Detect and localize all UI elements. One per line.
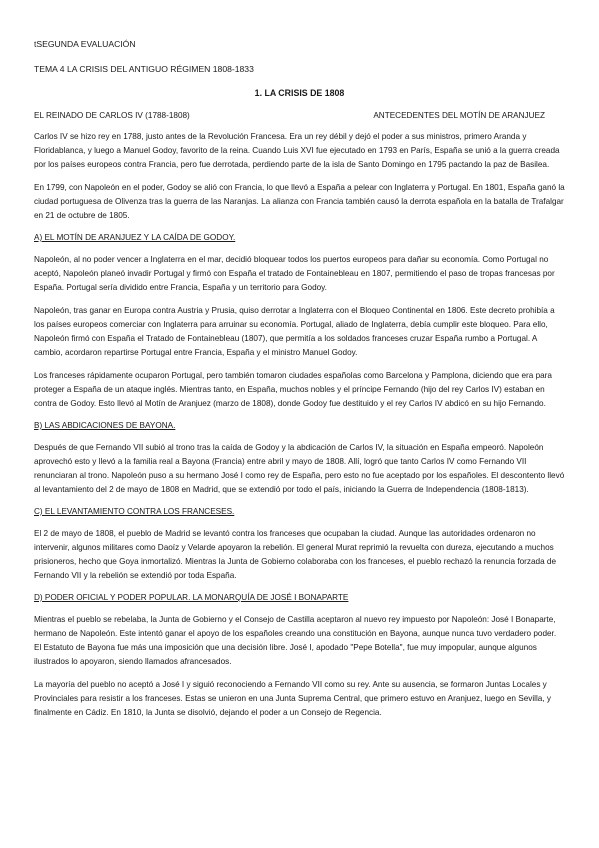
paragraph-4: Napoleón, tras ganar en Europa contra Austria y Prusia, quiso derrotar a Inglaterra con el Bloqueo Continental en 1806. Este decreto prohibía a los países europeos comerciar con Inglaterra para arruinar su economía. Portugal, aliado de Inglaterra, debía cumplir este bloqueo. Para ello, Napoleón firmó con España el Tratado de Fontainebleau (1807), que permitía a los soldados franceses cruzar España rumbo a Portugal. A cambio, acordaron repartirse Portugal entre Francia, España y el ministro Manuel Godoy.	[34, 306, 555, 357]
subheads-row	[34, 110, 565, 121]
evaluation-header: tSEGUNDA EVALUACIÓN	[34, 39, 136, 49]
paragraph-2: En 1799, con Napoleón en el poder, Godoy se alió con Francia, lo que llevó a España a pelear con Inglaterra y Portugal. En 1801, España ganó la ciudad portuguesa de Olivenza tras la guerra de las Naranjas. La alianza con Francia también causó la derrota española en la batalla de Trafalgar en 21 de octubre de 1805.	[34, 183, 565, 220]
paragraph-1: Carlos IV se hizo rey en 1788, justo antes de la Revolución Francesa. Era un rey débil y dejó el poder a sus ministros, primero Aranda y Floridablanca, y luego a Manuel Godoy, favorito de la reina. Cuando Luis XVI fue ejecutado en 1793 en París, España se unió a la guerra creada por los países europeos contra Francia, pero fue derrotada, perdiendo parte de la isla de Santo Domingo en 1795 pactando la paz de Basilea.	[34, 132, 560, 169]
section-d-heading: D) PODER OFICIAL Y PODER POPULAR. LA MONARQUÍA DE JOSÉ I BONAPARTE	[34, 593, 349, 602]
section-c-heading: C) EL LEVANTAMIENTO CONTRA LOS FRANCESES.	[34, 507, 235, 516]
topic-header: TEMA 4 LA CRISIS DEL ANTIGUO RÉGIMEN 1808-1833	[34, 64, 254, 74]
subhead-right: ANTECEDENTES DEL MOTÍN DE ARANJUEZ	[373, 111, 545, 120]
paragraph-5: Los franceses rápidamente ocuparon Portugal, pero también tomaron ciudades españolas como Barcelona y Pamplona, diciendo que era para proteger a España de un ataque inglés. Mientras tanto, en España, muchos nobles y el príncipe Fernando (hijo del rey Carlos IV) estaban en contra de Godoy. Esto llevó al Motín de Aranjuez (marzo de 1808), donde Godoy fue destituido y el rey Carlos IV abdicó en su hijo Fernando.	[34, 371, 552, 408]
document-title: 1. LA CRISIS DE 1808	[254, 88, 345, 98]
paragraph-6: Después de que Fernando VII subió al trono tras la caída de Godoy y la abdicación de Carlos IV, la situación en España empeoró. Napoleón aprovechó esto y llevó a la familia real a Bayona (Francia) entre abril y mayo de 1808. Allí, logró que tanto Carlos IV como Fernando VII renunciaran al trono. Napoleón puso a su hermano José I como rey de España, pero esto no fue aceptado por los españoles. El descontento llevó al levantamiento del 2 de mayo de 1808 en Madrid, que se extendió por todo el país, iniciando la Guerra de Independencia (1808-1813).	[34, 443, 565, 494]
section-b-heading: B) LAS ABDICACIONES DE BAYONA.	[34, 421, 176, 430]
section-a-heading: A) EL MOTÍN DE ARANJUEZ Y LA CAÍDA DE GODOY.	[34, 233, 236, 242]
subhead-left: EL REINADO DE CARLOS IV (1788-1808)	[34, 111, 190, 120]
paragraph-8: Mientras el pueblo se rebelaba, la Junta de Gobierno y el Consejo de Castilla aceptaron al nuevo rey impuesto por Napoleón: José I Bonaparte, hermano de Napoleón. Este intentó ganar el apoyo de los españoles creando una constitución en Bayona, aunque nunca tuvo verdadero poder. El Estatuto de Bayona fue más una imposición que una decisión libre. José I, apodado "Pepe Botella", fue muy impopular, aunque algunos ilustrados lo apoyaron, siendo llamados afrancesados.	[34, 615, 557, 666]
paragraph-7: El 2 de mayo de 1808, el pueblo de Madrid se levantó contra los franceses que ocupaban la ciudad. Aunque las autoridades ordenaron no intervenir, algunos militares como Daoíz y Velarde apoyaron la rebelión. El general Murat reprimió la revuelta con dureza, ejecutando a muchos prisioneros, hecho que Goya inmortalizó. Mientras la Junta de Gobierno colaboraba con los franceses, el pueblo rechazó la renuncia forzada de Fernando VII y la rebelión se extendió por toda España.	[34, 529, 557, 580]
paragraph-3: Napoleón, al no poder vencer a Inglaterra en el mar, decidió bloquear todos los puertos europeos para dañar su economía. Como Portugal no aceptó, Napoleón planeó invadir Portugal y firmó con España el tratado de Fontainebleau en 1807, permitiendo el paso de tropas francesas por España. Portugal sería dividido entre Francia, España y un territorio para Godoy.	[34, 255, 555, 292]
paragraph-9: La mayoría del pueblo no aceptó a José I y siguió reconociendo a Fernando VII como su rey. Ante su ausencia, se formaron Juntas Locales y Provinciales para resistir a los franceses. Estas se unieron en una Junta Suprema Central, que primero estuvo en Aranjuez, luego en Sevilla, y finalmente en Cádiz. En 1810, la Junta se disolvió, dejando el poder a un Consejo de Regencia.	[34, 680, 551, 717]
